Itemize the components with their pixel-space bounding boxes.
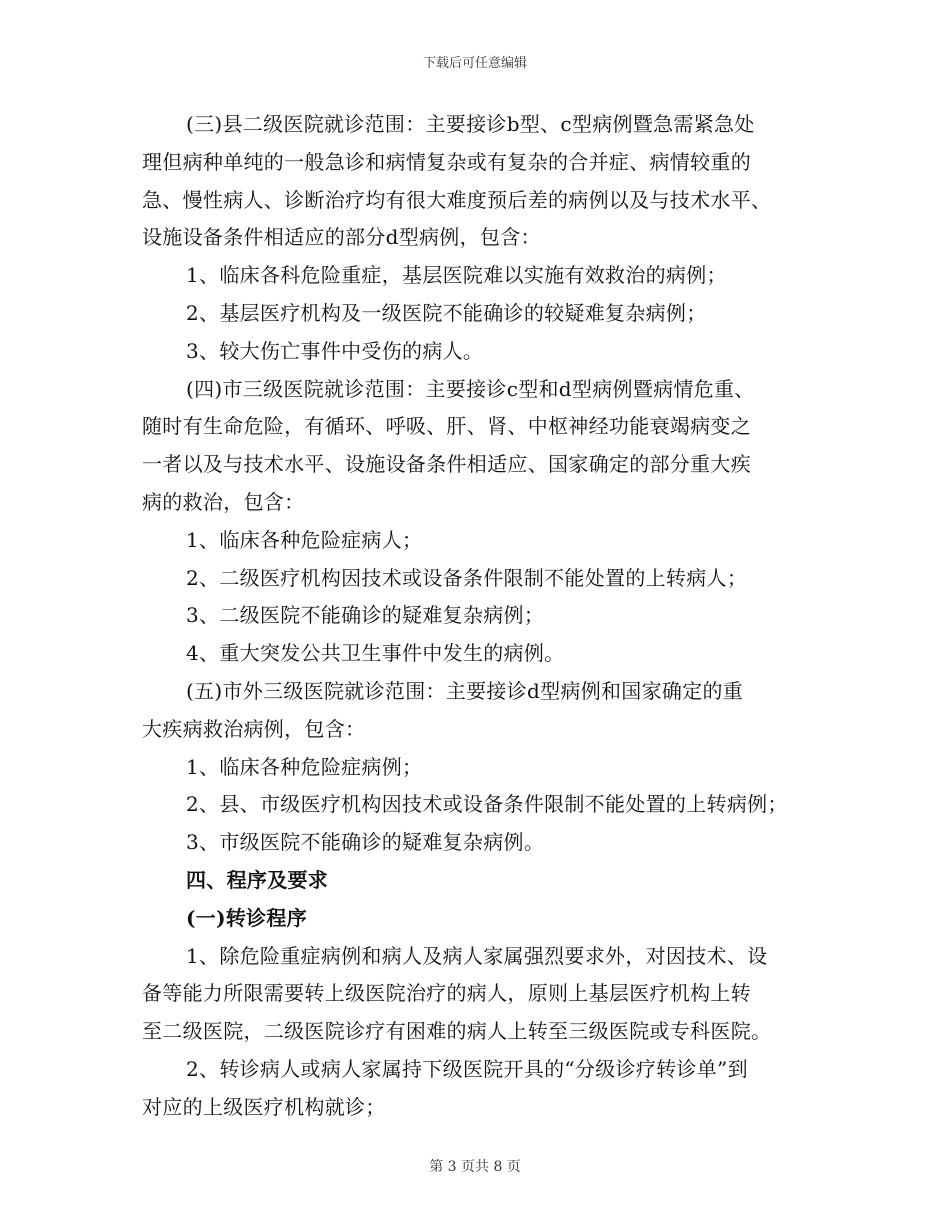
text-line: 随时有生命危险，有循环、呼吸、肝、肾、中枢神经功能衰竭病变之 (142, 414, 751, 439)
text-line: 1、临床各种危险症病例； (186, 754, 423, 779)
text-line: 2、基层医疗机构及一级医院不能确诊的较疑难复杂病例； (186, 300, 707, 325)
text-line: (五)市外三级医院就诊范围：主要接诊d型病例和国家确定的重 (186, 678, 744, 703)
text-line: 2、转诊病人或病人家属持下级医院开具的“分级诊疗转诊单”到 (186, 1056, 748, 1081)
text-line: 至二级医院，二级医院诊疗有困难的病人上转至三级医院或专科医院。 (142, 1019, 772, 1044)
text-line: 设施设备条件相适应的部分d型病例，包含： (142, 225, 541, 250)
subsection-heading: (一)转诊程序 (186, 905, 308, 930)
text-line: 2、县、市级医疗机构因技术或设备条件限制不能处置的上转病例； (186, 792, 788, 817)
text-line: 4、重大突发公共卫生事件中发生的病例。 (186, 641, 565, 666)
text-line: 3、二级医院不能确诊的疑难复杂病例； (186, 603, 545, 628)
text-line: (三)县二级医院就诊范围：主要接诊b型、c型病例暨急需紧急处 (186, 112, 755, 136)
text-line: 1、除危险重症病例和病人及病人家属强烈要求外，对因技术、设 (186, 943, 768, 968)
text-line: (四)市三级医院就诊范围：主要接诊c型和d型病例暨病情危重、 (186, 376, 755, 401)
text-line: 3、较大伤亡事件中受伤的病人。 (186, 338, 484, 363)
text-line: 备等能力所限需要转上级医院治疗的病人，原则上基层医疗机构上转 (142, 981, 751, 1006)
text-line: 病的救治，包含： (142, 489, 305, 514)
text-line: 大疾病救治病例，包含： (142, 716, 366, 741)
text-line: 一者以及与技术水平、设施设备条件相适应、国家确定的部分重大疾 (142, 452, 751, 477)
section-heading: 四、程序及要求 (186, 867, 329, 892)
text-line: 3、市级医院不能确诊的疑难复杂病例。 (186, 830, 545, 855)
text-line: 对应的上级医疗机构就诊； (142, 1094, 386, 1119)
text-line: 1、临床各种危险症病人； (186, 527, 423, 552)
page-header-note: 下载后可任意编辑 (422, 56, 527, 71)
text-line: 1、临床各科危险重症，基层医院难以实施有效救治的病例； (186, 263, 727, 288)
page-number: 第 3 页共 8 页 (429, 1159, 521, 1175)
text-line: 理但病种单纯的一般急诊和病情复杂或有复杂的合并症、病情较重的 (142, 149, 751, 174)
text-line: 急、慢性病人、诊断治疗均有很大难度预后差的病例以及与技术水平、 (142, 187, 772, 212)
text-line: 2、二级医疗机构因技术或设备条件限制不能处置的上转病人； (186, 565, 748, 590)
document-body (142, 106, 822, 1127)
